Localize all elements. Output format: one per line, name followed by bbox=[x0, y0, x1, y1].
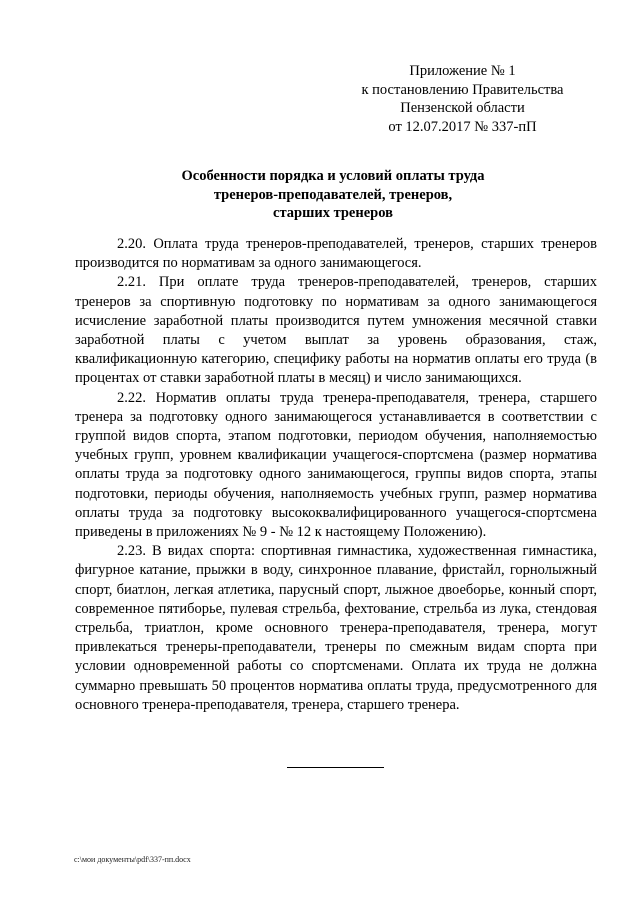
title-line-3: старших тренеров bbox=[273, 205, 393, 221]
paragraph-2-21: 2.21. При оплате труда тренеров-преподавателей, тренеров, старших тренеров за спортивную подготовку по нормативам за одного занимающегося исчисление заработной платы производится путем умножения месячной ставки заработной платы с учетом выплат за уровень образования, стаж, квалификационную категорию, специфику работы на норматив оплаты его труда (в процентах от ставки заработной платы в месяц) и число занимающихся. bbox=[75, 274, 597, 387]
document-body bbox=[75, 235, 597, 715]
file-path-footer: c:\мои документы\pdf\337-пп.docx bbox=[74, 855, 191, 864]
paragraph-2-22: 2.22. Норматив оплаты труда тренера-преподавателя, тренера, старшего тренера за подготовку одного занимающегося устанавливается в соответствии с группой видов спорта, этапом подготовки, периодом обучения, наполняемостью учебных групп, уровнем квалификации учащегося-спортсмена (размер норматива оплаты труда за подготовку одного занимающегося, группы видов спорта, этапы подготовки, периоды обучения, наполняемость учебных групп, размер норматива оплаты труда за подготовку высококвалифицированного учащегося-спортсмена приведены в приложениях № 9 - № 12 к настоящему Положению). bbox=[75, 389, 597, 541]
appendix-header bbox=[330, 62, 595, 136]
paragraph-2-23: 2.23. В видах спорта: спортивная гимнастика, художественная гимнастика, фигурное катание, прыжки в воду, синхронное плавание, фристайл, горнолыжный спорт, биатлон, легкая атлетика, парусный спорт, лыжное двоеборье, конный спорт, современное пятиборье, пулевая стрельба, фехтование, стрельба из лука, стендовая стрельба, триатлон, кроме основного тренера-преподавателя, тренера, могут привлекаться тренеры-преподаватели, тренеры по смежным видам спорта при условии одновременной работы со спортсменами. Оплата их труда не должна суммарно превышать 50 процентов норматива оплаты труда, предусмотренного для основного тренера-преподавателя, тренера, старшего тренера. bbox=[75, 543, 597, 713]
paragraph-2-20: 2.20. Оплата труда тренеров-преподавателей, тренеров, старших тренеров производится по нормативам за одного занимающегося. bbox=[75, 236, 597, 272]
appendix-resolution-ref: к постановлению Правительства bbox=[361, 81, 564, 98]
title-line-2: тренеров-преподавателей, тренеров, bbox=[213, 186, 453, 203]
end-divider bbox=[287, 767, 384, 768]
appendix-region: Пензенской области bbox=[400, 100, 525, 116]
document-title bbox=[60, 167, 606, 223]
appendix-number: Приложение № 1 bbox=[409, 63, 516, 79]
appendix-date-number: от 12.07.2017 № 337-пП bbox=[388, 118, 537, 135]
title-line-1: Особенности порядка и условий оплаты труда bbox=[181, 168, 485, 184]
